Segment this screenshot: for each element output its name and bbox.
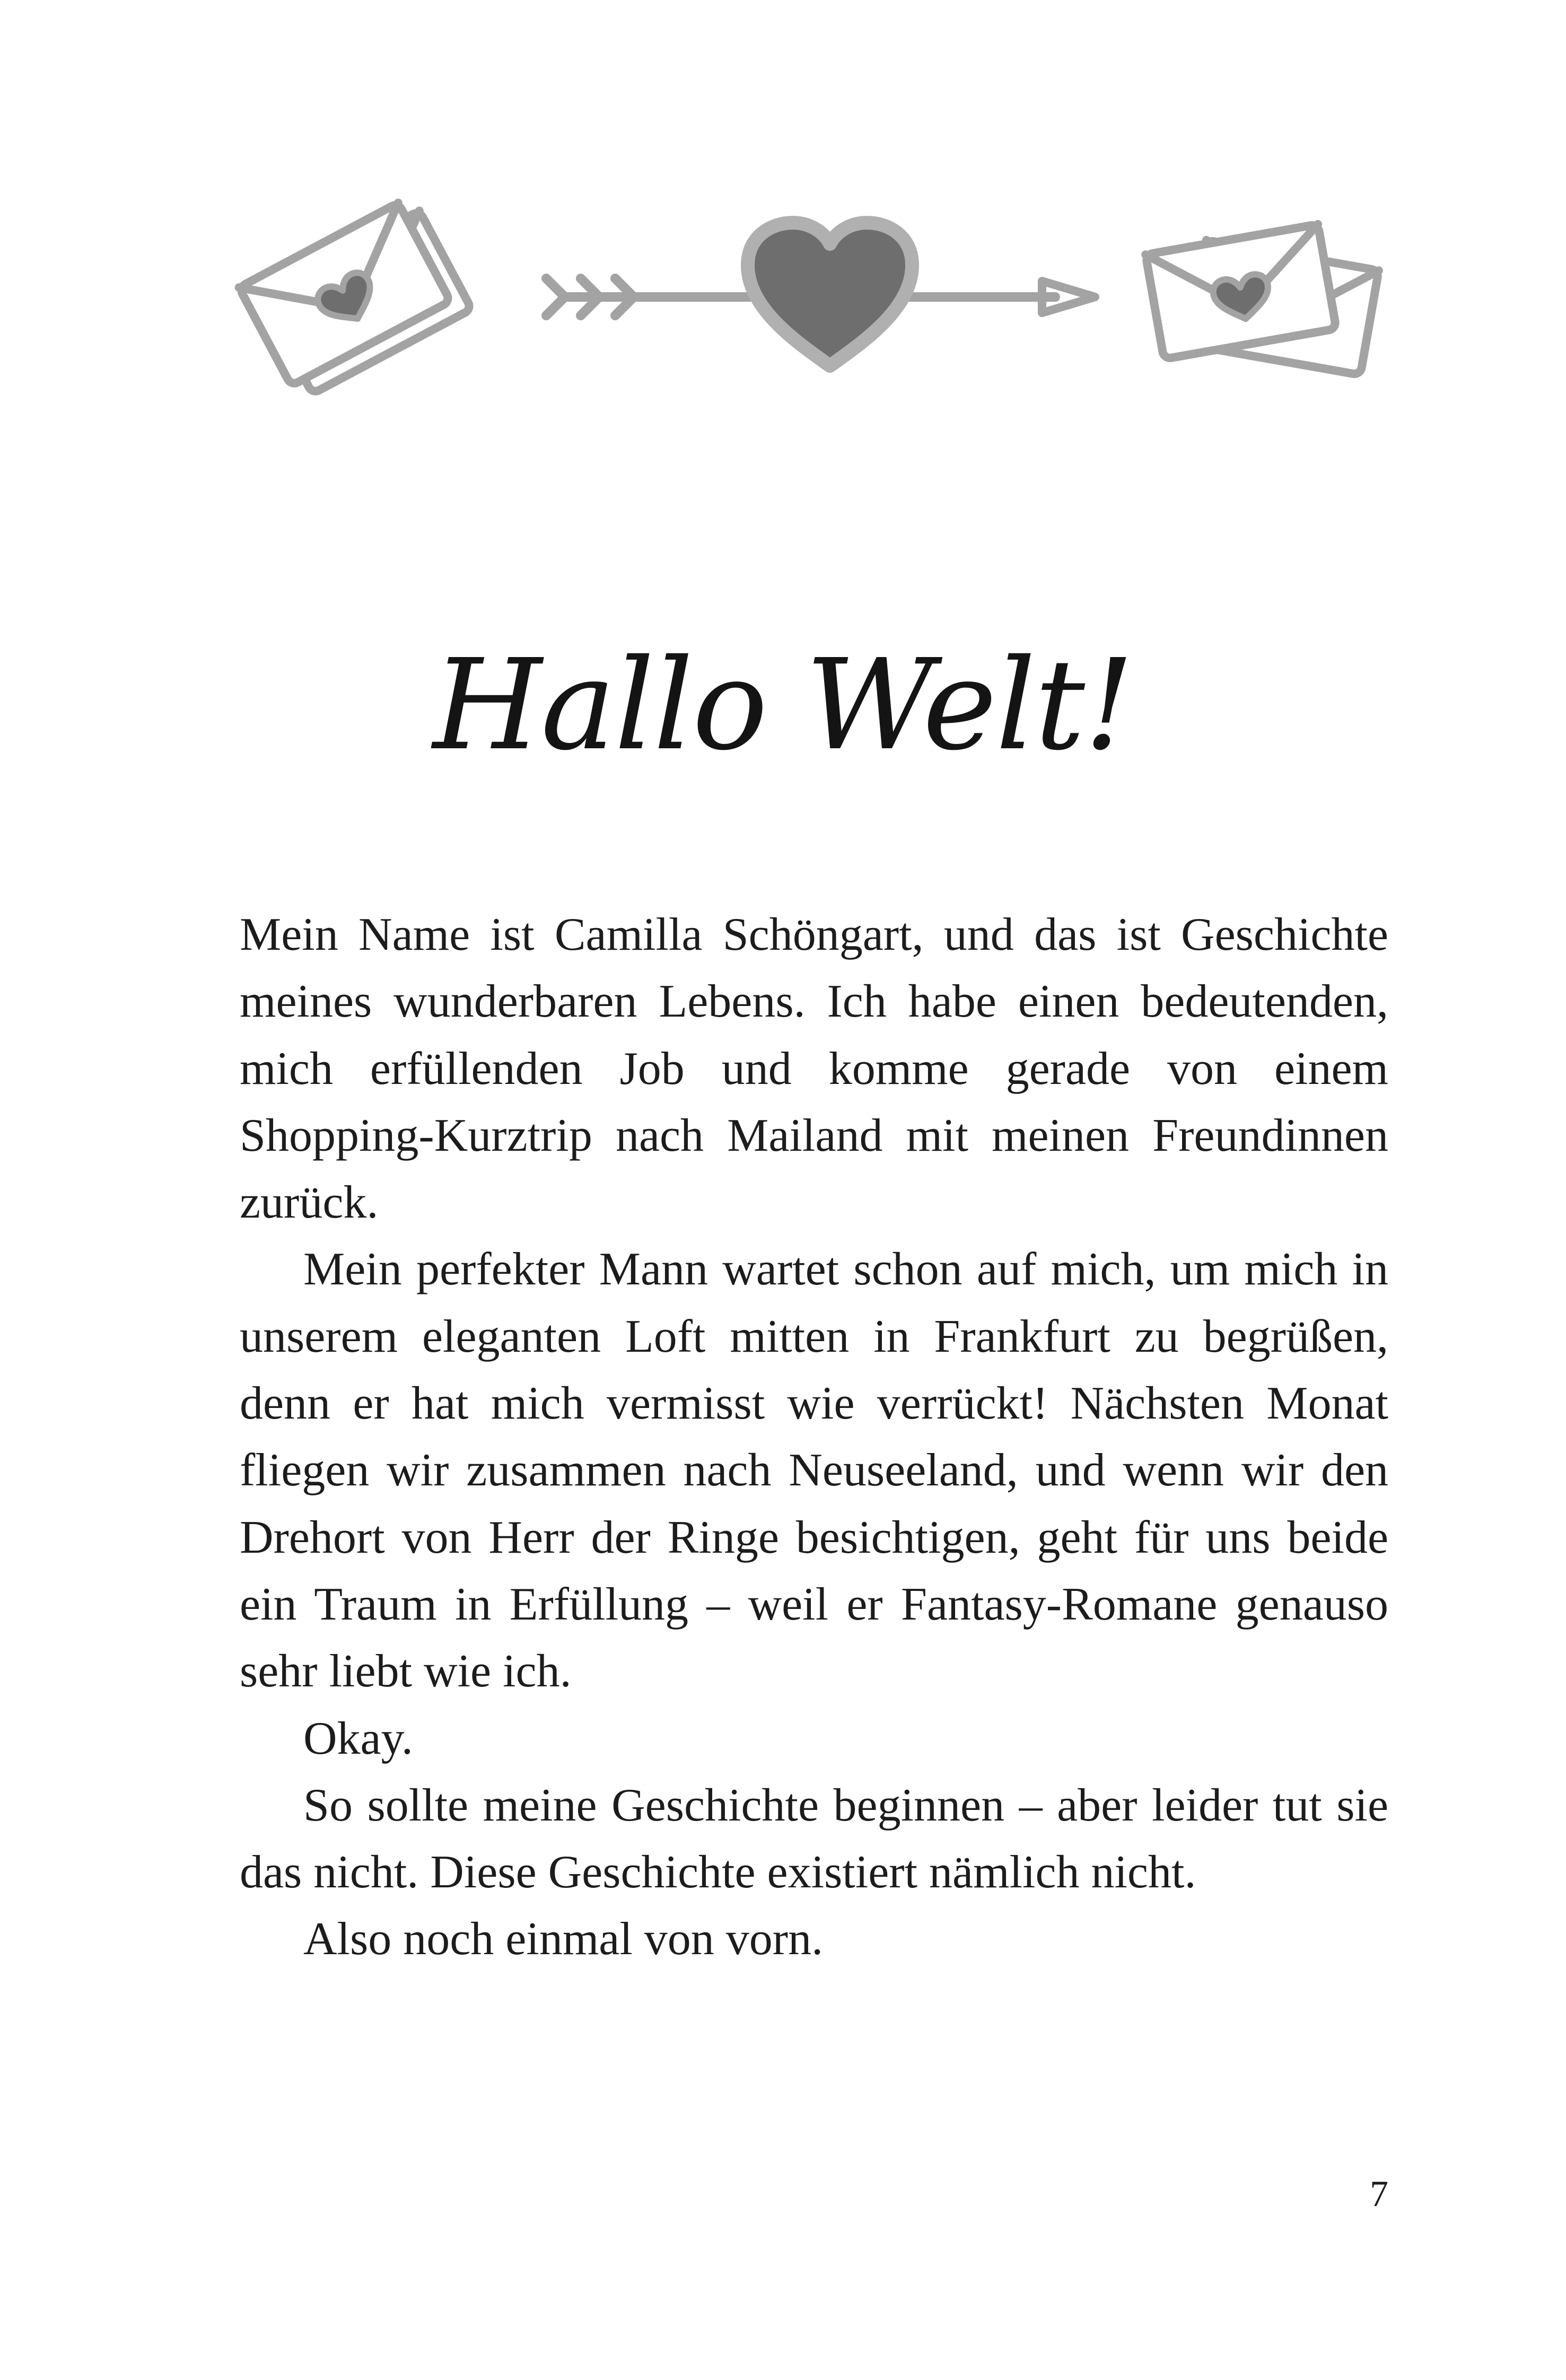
chapter-body [240, 902, 1388, 1973]
paragraph: So sollte meine Geschichte beginnen – aber leider tut sie das nicht. Diese Geschichte existiert nämlich nicht. [240, 1779, 1388, 1898]
chapter-title: Hallo Welt! [433, 632, 1133, 778]
page-number: 7 [1370, 2174, 1388, 2215]
envelope-heart-icon [239, 203, 472, 393]
paragraph: Mein Name ist Camilla Schöngart, und das ist Geschichte meines wunderbaren Lebens. Ich habe einen bedeutenden, mich erfüllenden Job und komme gerade von einem Shopping-Kurztrip nach Mailand mit meinen Freundinnen zurück. [240, 909, 1388, 1229]
header-ornament [0, 0, 1566, 424]
paragraph: Also noch einmal von vorn. [303, 1913, 824, 1965]
envelope-heart-icon [1145, 224, 1379, 375]
paragraph: Okay. [303, 1712, 413, 1764]
paragraph: Mein perfekter Mann wartet schon auf mich, um mich in unserem eleganten Loft mitten in Frankfurt zu begrüßen, denn er hat mich vermisst wie verrückt! Nächsten Monat fliegen wir zusammen nach Neuseeland, und wenn wir den Drehort von Herr der Ringe besichtigen, geht für uns beide ein Traum in Erfüllung – weil er Fantasy-Romane genauso sehr liebt wie ich. [240, 1244, 1388, 1698]
arrow-with-heart-icon [546, 223, 1095, 366]
